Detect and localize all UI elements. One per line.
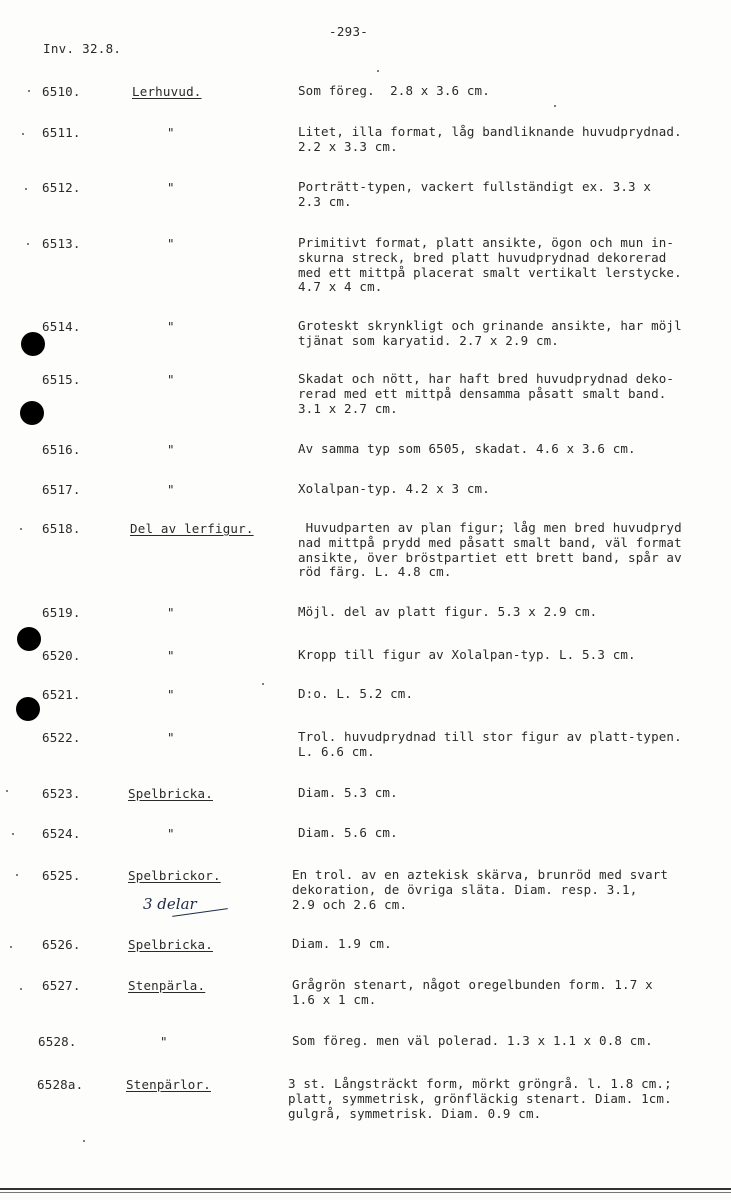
page-number: -293- xyxy=(329,24,369,39)
scan-speck xyxy=(20,988,22,990)
entry-number: 6511. xyxy=(42,125,81,140)
scan-speck xyxy=(25,188,27,190)
inventory-reference: Inv. 32.8. xyxy=(43,41,122,56)
ditto-mark: " xyxy=(167,442,175,457)
entry-description: Xolalpan-typ. 4.2 x 3 cm. xyxy=(298,481,490,496)
entry-description: Diam. 5.3 cm. xyxy=(298,785,398,800)
entry-description: Som föreg. men väl polerad. 1.3 x 1.1 x 0.8 cm. xyxy=(292,1033,653,1048)
entry-number: 6512. xyxy=(42,180,81,195)
scan-speck xyxy=(12,833,14,835)
entry-number: 6517. xyxy=(42,482,81,497)
bottom-rule-secondary xyxy=(0,1192,731,1193)
entry-description: Primitivt format, platt ansikte, ögon och mun in- skurna streck, bred platt huvudprydnad dekorerad med ett mittpå placerat smalt vertikalt lerstycke. 4.7 x 4 cm. xyxy=(298,235,682,295)
entry-description: Grågrön stenart, något oregelbunden form. 1.7 x 1.6 x 1 cm. xyxy=(292,977,653,1007)
punch-hole xyxy=(16,697,40,721)
entry-number: 6519. xyxy=(42,605,81,620)
ditto-mark: " xyxy=(167,826,175,841)
entry-number: 6523. xyxy=(42,786,81,801)
entry-category: Spelbricka. xyxy=(128,937,213,952)
bottom-rule xyxy=(0,1188,731,1190)
entry-number: 6525. xyxy=(42,868,81,883)
scan-speck xyxy=(20,528,22,530)
entry-category: Stenpärla. xyxy=(128,978,206,993)
handwritten-note: 3 delar xyxy=(143,895,197,913)
ditto-mark: " xyxy=(167,730,175,745)
entry-description: Porträtt-typen, vackert fullständigt ex. 3.3 x 2.3 cm. xyxy=(298,179,652,209)
entry-category: Spelbricka. xyxy=(128,786,213,801)
entry-description: Diam. 1.9 cm. xyxy=(292,936,392,951)
entry-description: Som föreg. 2.8 x 3.6 cm. xyxy=(298,83,490,98)
ditto-mark: " xyxy=(160,1034,168,1049)
ditto-mark: " xyxy=(167,236,175,251)
scan-speck xyxy=(377,70,379,72)
entry-number: 6515. xyxy=(42,372,81,387)
entry-number: 6526. xyxy=(42,937,81,952)
entry-description: Möjl. del av platt figur. 5.3 x 2.9 cm. xyxy=(298,604,598,619)
scan-speck xyxy=(83,1140,85,1142)
ditto-mark: " xyxy=(167,319,175,334)
scan-speck xyxy=(22,133,24,135)
punch-hole xyxy=(21,332,45,356)
entry-number: 6528a. xyxy=(37,1077,84,1092)
entry-number: 6513. xyxy=(42,236,81,251)
entry-description: Huvudparten av plan figur; låg men bred huvudpryd nad mittpå prydd med påsatt smalt band, väl format ansikte, över bröstpartiet ett brett band, spår av röd färg. L. 4.8 cm. xyxy=(298,520,682,580)
entry-number: 6520. xyxy=(42,648,81,663)
ditto-mark: " xyxy=(167,648,175,663)
ditto-mark: " xyxy=(167,605,175,620)
entry-description: Av samma typ som 6505, skadat. 4.6 x 3.6 cm. xyxy=(298,441,636,456)
scan-speck xyxy=(6,790,8,792)
ditto-mark: " xyxy=(167,482,175,497)
entry-description: Kropp till figur av Xolalpan-typ. L. 5.3 cm. xyxy=(298,647,636,662)
entry-description: Litet, illa format, låg bandliknande huvudprydnad. 2.2 x 3.3 cm. xyxy=(298,124,682,154)
scan-speck xyxy=(554,105,556,107)
scan-speck xyxy=(10,946,12,948)
entry-number: 6521. xyxy=(42,687,81,702)
entry-number: 6510. xyxy=(42,84,81,99)
punch-hole xyxy=(17,627,41,651)
entry-category: Del av lerfigur. xyxy=(130,521,254,536)
ditto-mark: " xyxy=(167,125,175,140)
entry-number: 6514. xyxy=(42,319,81,334)
scan-speck xyxy=(27,243,29,245)
entry-number: 6516. xyxy=(42,442,81,457)
entry-number: 6528. xyxy=(38,1034,77,1049)
entry-description: Trol. huvudprydnad till stor figur av platt-typen. L. 6.6 cm. xyxy=(298,729,682,759)
entry-category: Lerhuvud. xyxy=(132,84,202,99)
entry-number: 6527. xyxy=(42,978,81,993)
ditto-mark: " xyxy=(167,687,175,702)
entry-number: 6522. xyxy=(42,730,81,745)
ditto-mark: " xyxy=(167,372,175,387)
entry-number: 6524. xyxy=(42,826,81,841)
entry-description: D:o. L. 5.2 cm. xyxy=(298,686,414,701)
entry-number: 6518. xyxy=(42,521,81,536)
punch-hole xyxy=(20,401,44,425)
scan-speck xyxy=(16,874,18,876)
entry-description: 3 st. Långsträckt form, mörkt gröngrå. l. 1.8 cm.; platt, symmetrisk, grönfläckig stenart. Diam. 1cm. gulgrå, symmetrisk. Diam. 0.9 cm. xyxy=(288,1076,672,1121)
entry-description: En trol. av en aztekisk skärva, brunröd med svart dekoration, de övriga släta. Diam. resp. 3.1, 2.9 och 2.6 cm. xyxy=(292,867,669,912)
entry-description: Skadat och nött, har haft bred huvudprydnad deko- rerad med ett mittpå densamma påsatt smalt band. 3.1 x 2.7 cm. xyxy=(298,371,675,416)
entry-description: Groteskt skrynkligt och grinande ansikte, har möjl tjänat som karyatid. 2.7 x 2.9 cm. xyxy=(298,318,682,348)
ditto-mark: " xyxy=(167,180,175,195)
entry-category: Spelbrickor. xyxy=(128,868,221,883)
entry-description: Diam. 5.6 cm. xyxy=(298,825,398,840)
scan-speck xyxy=(28,90,30,92)
scan-speck xyxy=(262,683,264,685)
entry-category: Stenpärlor. xyxy=(126,1077,211,1092)
